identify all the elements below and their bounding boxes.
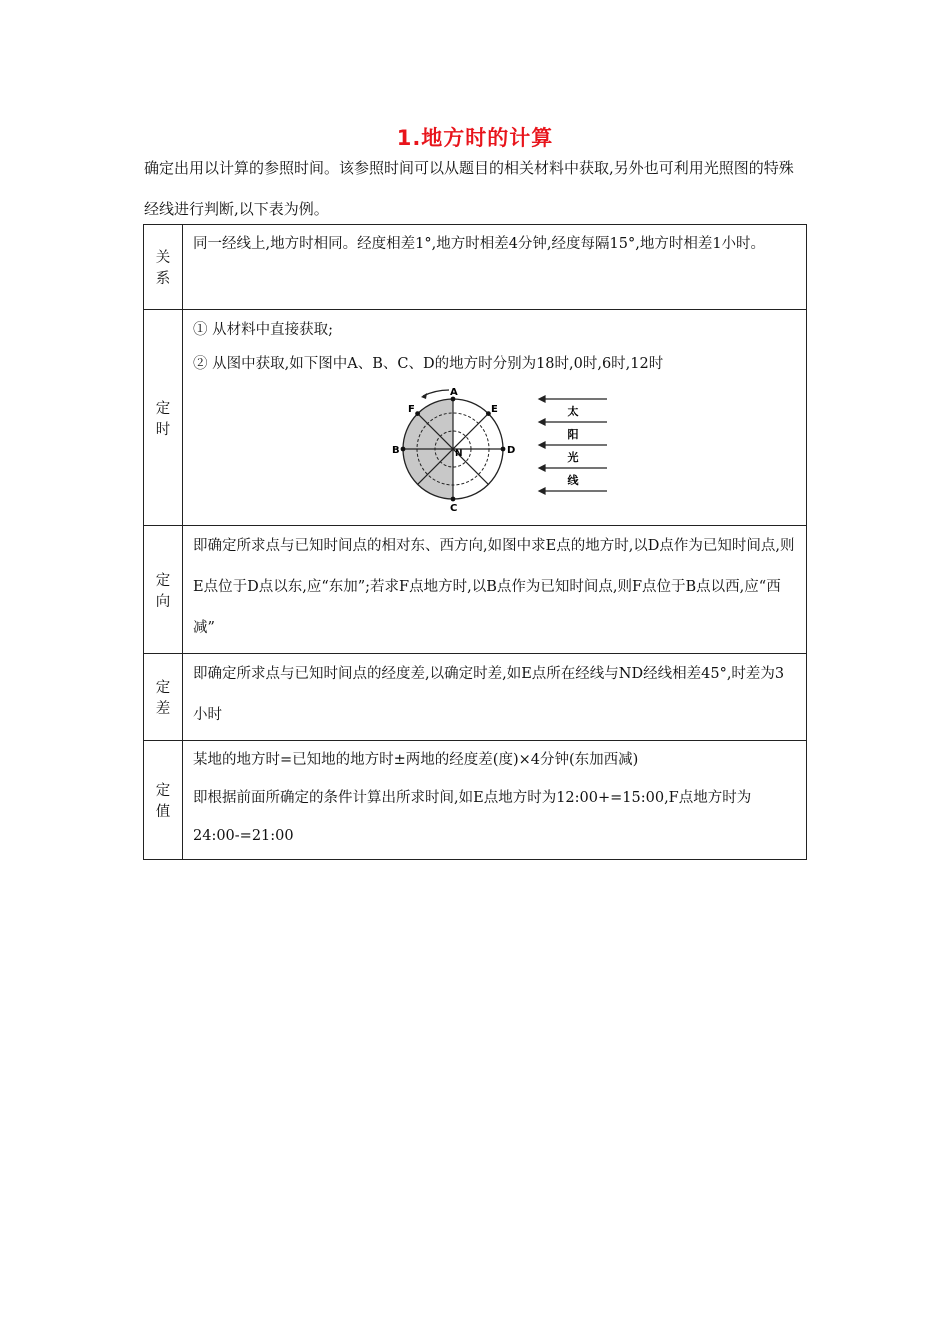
label-c: C [450, 503, 458, 514]
polar-diagram [392, 385, 615, 514]
row-label-difference: 定 差 [144, 654, 183, 741]
row-label-direction: 定 向 [144, 526, 183, 654]
label-n: N [455, 449, 463, 459]
table-row-relation [144, 225, 807, 310]
table-row-fix-time [144, 310, 807, 526]
label-b: B [392, 445, 400, 456]
local-time-table [143, 224, 807, 860]
row-label-relation: 关 系 [144, 225, 183, 310]
sun-char-1: 太 [567, 405, 579, 418]
label-f: F [408, 404, 415, 415]
row-content-relation: 同一经线上,地方时相同。经度相差1°,地方时相差4分钟,经度每隔15°,地方时相差1小时。 [183, 225, 807, 310]
intro-paragraph: 确定出用以计算的参照时间。该参照时间可以从题目的相关材料中获取,另外也可利用光照图的特殊经线进行判断,以下表为例。 [144, 159, 794, 218]
row-content-fix-time: ① 从材料中直接获取; ② 从图中获取,如下图中A、B、C、D的地方时分别为18时,0时,6时,12时 A C B D E F N 太 阳 光 线 [183, 310, 807, 526]
label-a: A [450, 387, 458, 398]
row-content-direction: 即确定所求点与已知时间点的相对东、西方向,如图中求E点的地方时,以D点作为已知时间点,则E点位于D点以东,应“东加”;若求F点地方时,以B点作为已知时间点,则F点位于B点以西,应“西减” [183, 526, 807, 654]
table-row-value [144, 741, 807, 860]
sun-char-3: 光 [567, 451, 579, 464]
table-row-difference [144, 654, 807, 741]
row-content-difference: 即确定所求点与已知时间点的经度差,以确定时差,如E点所在经线与ND经线相差45°,时差为3小时 [183, 654, 807, 741]
row-label-fix-time: 定 时 [144, 310, 183, 526]
sun-char-2: 阳 [567, 428, 579, 441]
page-title: 1.地方时的计算 [396, 126, 554, 150]
row-content-value: 某地的地方时=已知地的地方时±两地的经度差(度)×4分钟(东加西减) 即根据前面所确定的条件计算出所求时间,如E点地方时为12:00+=15:00,F点地方时为24:00-=21:00 [183, 741, 807, 860]
sun-char-4: 线 [567, 474, 579, 487]
label-e: E [491, 404, 498, 415]
illumination-figure [193, 385, 796, 517]
table-row-direction [144, 526, 807, 654]
label-d: D [507, 445, 516, 456]
row-label-value: 定 值 [144, 741, 183, 860]
